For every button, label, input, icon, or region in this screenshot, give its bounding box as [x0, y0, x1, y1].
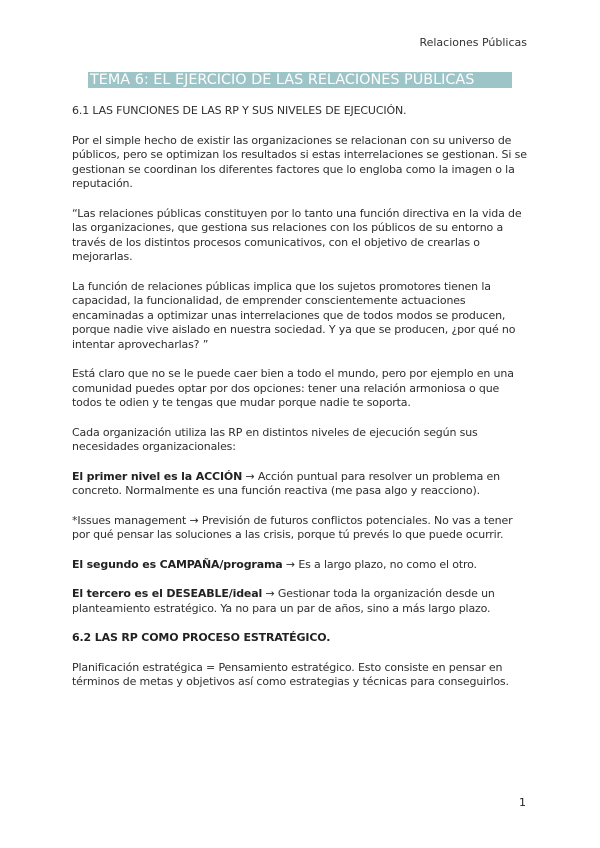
- paragraph: La función de relaciones públicas implica que los sujetos promotores tienen la capacidad, la funcionalidad, de emprender conscientemente actuaciones encaminadas a optimizar unas interrelaciones que de todos modos se producen, porque nadie vive aislado en nuestra sociedad. Y ya que se producen, ¿por qué no intentar aprovecharlas? ”: [72, 279, 516, 351]
- document-body: [72, 104, 528, 690]
- level-3-paragraph: [72, 587, 528, 616]
- paragraph: Por el simple hecho de existir las organizaciones se relacionan con su universo de públicos, pero se optimizan los resultados si estas interrelaciones se gestionan. Si se gestionan se coordinan los diferentes factores que lo engloba como la imagen o la reputación.: [72, 133, 527, 190]
- level-2-text: → Es a largo plazo, no como el otro.: [282, 557, 477, 571]
- title-banner: [88, 72, 512, 88]
- level-1-label: El primer nivel es la ACCIÓN: [72, 469, 243, 483]
- page-number: 1: [519, 796, 526, 809]
- running-header: Relaciones Públicas: [419, 36, 527, 49]
- section-2-heading: [72, 631, 528, 646]
- level-2-label: El segundo es CAMPAÑA/programa: [72, 557, 283, 571]
- level-1-text: → Acción puntual para resolver un problema en concreto. Normalmente es una función reactiva (me pasa algo y reacciono).: [72, 469, 500, 497]
- level-1-paragraph: [72, 470, 528, 499]
- level-3-text: → Gestionar toda la organización desde un planteamiento estratégico. Ya no para un par de años, sino a más largo plazo.: [72, 587, 495, 615]
- level-3-label: El tercero es el DESEABLE/ideal: [72, 587, 263, 600]
- section-2-heading-text: 6.2 LAS RP COMO PROCESO ESTRATÉGICO.: [72, 631, 331, 644]
- paragraph: Planificación estratégica = Pensamiento estratégico. Esto consiste en pensar en términos de metas y objetivos así como estrategias y técnicas para conseguirlos.: [72, 660, 509, 688]
- document-title: TEMA 6: EL EJERCICIO DE LAS RELACIONES PÚBLICAS: [88, 72, 512, 88]
- section-1-heading: 6.1 LAS FUNCIONES DE LAS RP Y SUS NIVELES DE EJECUCIÓN.: [72, 104, 407, 117]
- issues-management-paragraph: *Issues management → Previsión de futuros conflictos potenciales. No vas a tener por qué pensar las soluciones a las crisis, porque tú prevés lo que puede ocurrir.: [72, 513, 513, 541]
- paragraph: Cada organización utiliza las RP en distintos niveles de ejecución según sus necesidades organizacionales:: [72, 425, 478, 453]
- level-2-paragraph: [72, 558, 528, 573]
- quote-paragraph: “Las relaciones públicas constituyen por lo tanto una función directiva en la vida de las organizaciones, que gestiona sus relaciones con los públicos de su entorno a través de los distintos procesos comunicativos, con el objetivo de crearlas o mejorarlas.: [72, 206, 522, 263]
- paragraph: Está claro que no se le puede caer bien a todo el mundo, pero por ejemplo en una comunidad puedes optar por dos opciones: tener una relación armoniosa o que todos te odien y te tengas que mudar porque nadie te soporta.: [72, 367, 514, 409]
